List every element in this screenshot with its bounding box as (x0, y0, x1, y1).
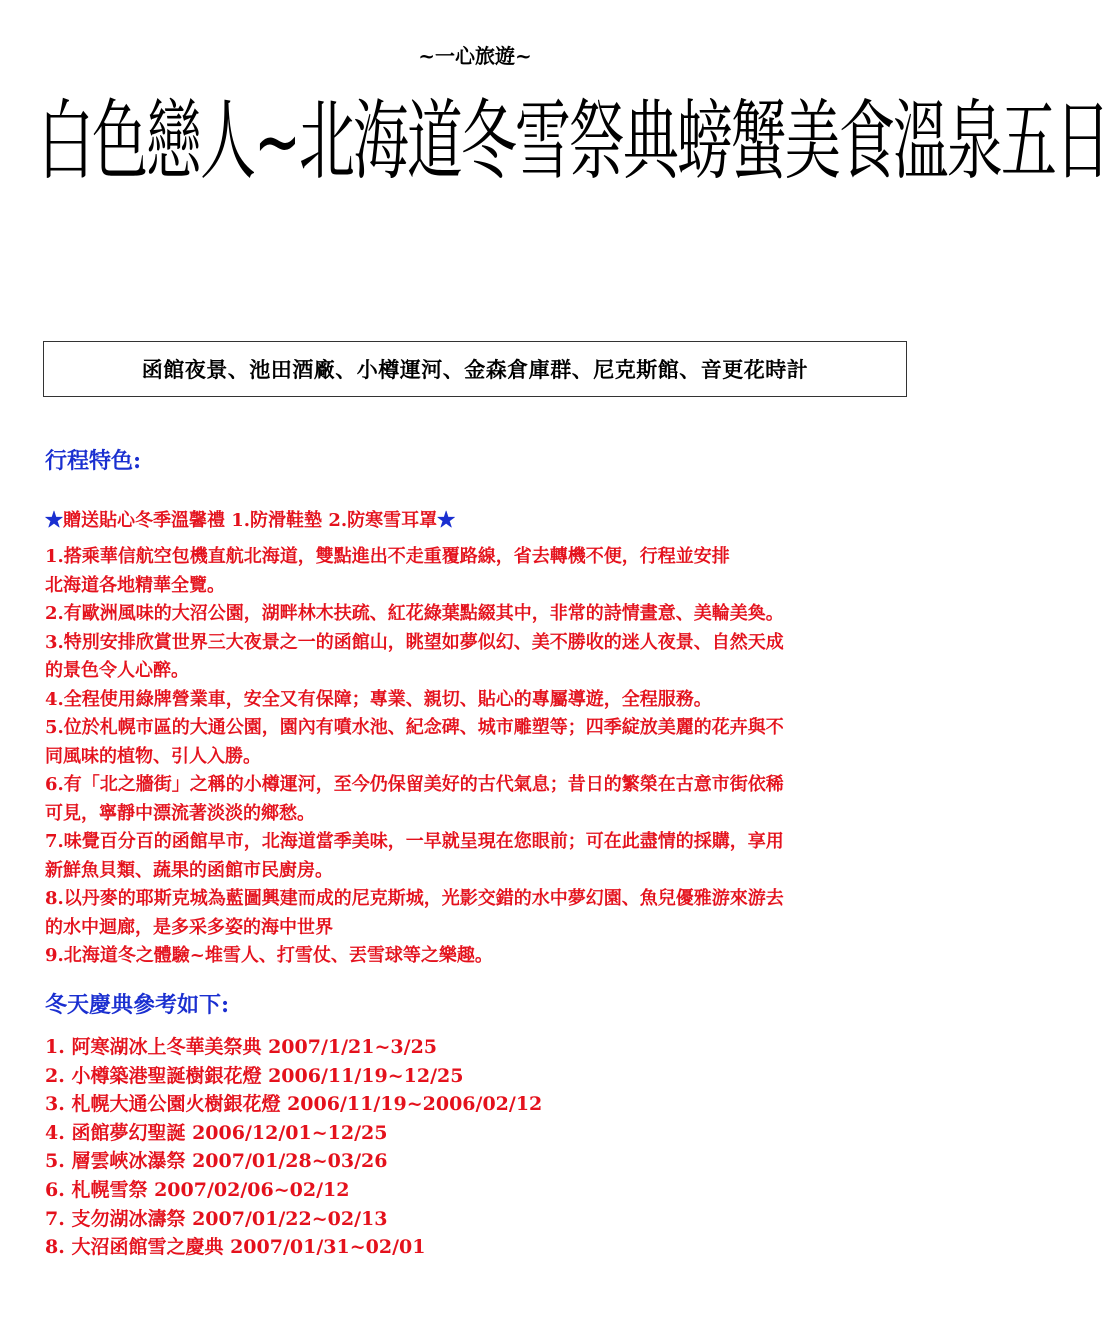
feature-item: 5.位於札幌市區的大通公園，園內有噴水池、紀念碑、城市雕塑等；四季綻放美麗的花卉與不 同風味的植物、引人入勝。 (45, 717, 784, 767)
feature-item: 8.以丹麥的耶斯克城為藍圖興建而成的尼克斯城，光影交錯的水中夢幻園、魚兒優雅游來游去 的水中迴廊，是多采多姿的海中世界 (45, 888, 784, 938)
event-item: 8. 大沼函館雪之慶典 2007/01/31~02/01 (45, 1236, 426, 1259)
event-item: 6. 札幌雪祭 2007/02/06~02/12 (45, 1178, 350, 1201)
star-icon: ★ (45, 510, 63, 531)
page-title-text: 白色戀人~北海道冬雪祭典螃蟹美食溫泉五日 (38, 91, 1109, 193)
gift-text: 贈送貼心冬季溫馨禮 1.防滑鞋墊 2.防寒雪耳罩 (63, 510, 438, 531)
feature-item: 4.全程使用綠牌營業車，安全又有保障；專業、親切、貼心的專屬導遊，全程服務。 (45, 688, 712, 710)
feature-item: 6.有「北之牆街」之稱的小樽運河，至今仍保留美好的古代氣息；昔日的繁榮在古意市街依稀 可見，寧靜中漂流著淡淡的鄉愁。 (45, 774, 784, 824)
feature-item: 7.味覺百分百的函館早市，北海道當季美味，一早就呈現在您眼前；可在此盡情的採購，享用 新鮮魚貝類、蔬果的函館市民廚房。 (45, 831, 784, 881)
feature-list (45, 543, 915, 971)
page-title (38, 88, 1109, 198)
event-item: 4. 函館夢幻聖誕 2006/12/01~12/25 (45, 1121, 388, 1144)
agency-name: ~一心旅遊~ (418, 44, 532, 68)
feature-item: 2.有歐洲風味的大沼公園，湖畔林木扶疏、紅花綠葉點綴其中，非常的詩情畫意、美輪美奐。 (45, 603, 784, 624)
event-item: 5. 層雲峽冰瀑祭 2007/01/28~03/26 (45, 1150, 388, 1173)
feature-item: 3.特別安排欣賞世界三大夜景之一的函館山，眺望如夢似幻、美不勝收的迷人夜景、自然天成 的景色令人心醉。 (45, 631, 784, 681)
event-item: 7. 支勿湖冰濤祭 2007/01/22~02/13 (45, 1207, 388, 1230)
event-list (45, 1033, 542, 1262)
event-item: 1. 阿寒湖冰上冬華美祭典 2007/1/21~3/25 (45, 1036, 438, 1058)
feature-item: 1.搭乘華信航空包機直航北海道，雙點進出不走重覆路線，省去轉機不便，行程並安排 北海道各地精華全覽。 (45, 546, 730, 596)
gift-banner (45, 506, 455, 532)
event-item: 2. 小樽築港聖誕樹銀花燈 2006/11/19~12/25 (45, 1064, 464, 1087)
itinerary-heading: 行程特色: (45, 448, 142, 474)
event-item: 3. 札幌大通公園火樹銀花燈 2006/11/19~2006/02/12 (45, 1093, 543, 1116)
events-heading: 冬天慶典參考如下: (45, 992, 230, 1018)
highlights-box: 函館夜景、池田酒廠、小樽運河、金森倉庫群、尼克斯館、音更花時計 (43, 341, 907, 397)
feature-item: 9.北海道冬之體驗~堆雪人、打雪仗、丟雪球等之樂趣。 (45, 945, 493, 966)
star-icon: ★ (437, 510, 456, 531)
